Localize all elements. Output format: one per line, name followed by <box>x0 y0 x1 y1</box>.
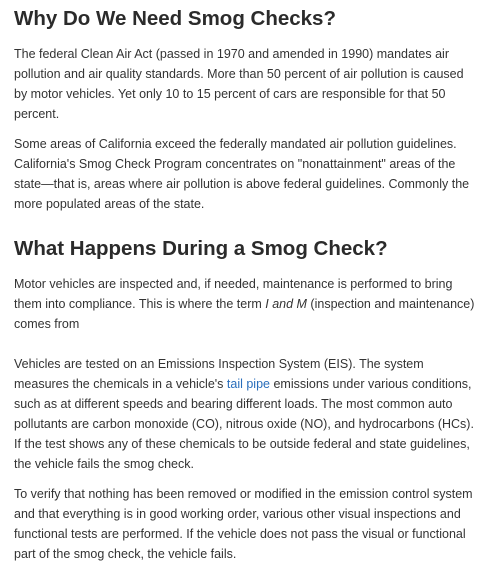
paragraph-inspection-maintenance <box>14 274 480 334</box>
paragraph-california-areas: Some areas of California exceed the federally mandated air pollution guidelines. California's Smog Check Program concentrates on "nonattainment" areas of the state—that is, areas where air pollution is above federal guidelines. Commonly the more populated areas of the state. <box>14 137 470 211</box>
tail-pipe-link[interactable]: tail pipe <box>226 377 270 391</box>
paragraph-emissions-system <box>14 354 480 474</box>
paragraph-text: Vehicles are tested on an Emissions Inspection System (EIS). The system measures the chemicals in a vehicle's <box>14 357 424 391</box>
paragraph-text: emissions under various conditions, such as at different speeds and bearing different loads. The most common auto pollutants are carbon monoxide (CO), nitrous oxide (NO), and hydrocarbons (HCs). If the test shows any of these chemicals to be outside federal and state guidelines, the vehicle fails the smog check. <box>14 377 474 471</box>
paragraph-text: Motor vehicles are inspected and, if needed, maintenance is performed to bring them into compliance. This is where the term <box>14 277 453 311</box>
term-i-and-m: I and M <box>265 297 307 311</box>
section-heading-what-happens: What Happens During a Smog Check? <box>14 237 388 260</box>
paragraph-visual-inspections: To verify that nothing has been removed or modified in the emission control system and that everything is in good working order, various other visual inspections and functional tests are performed. If the vehicle does not pass the visual or functional part of the smog check, the vehicle fails. <box>14 487 473 561</box>
section-heading-why: Why Do We Need Smog Checks? <box>14 7 336 30</box>
paragraph-clean-air-act: The federal Clean Air Act (passed in 1970 and amended in 1990) mandates air pollution and air quality standards. More than 50 percent of air pollution is caused by motor vehicles. Yet only 10 to 15 percent of cars are responsible for that 50 percent. <box>14 47 464 121</box>
paragraph-text: (inspection and maintenance) comes from <box>14 297 475 331</box>
